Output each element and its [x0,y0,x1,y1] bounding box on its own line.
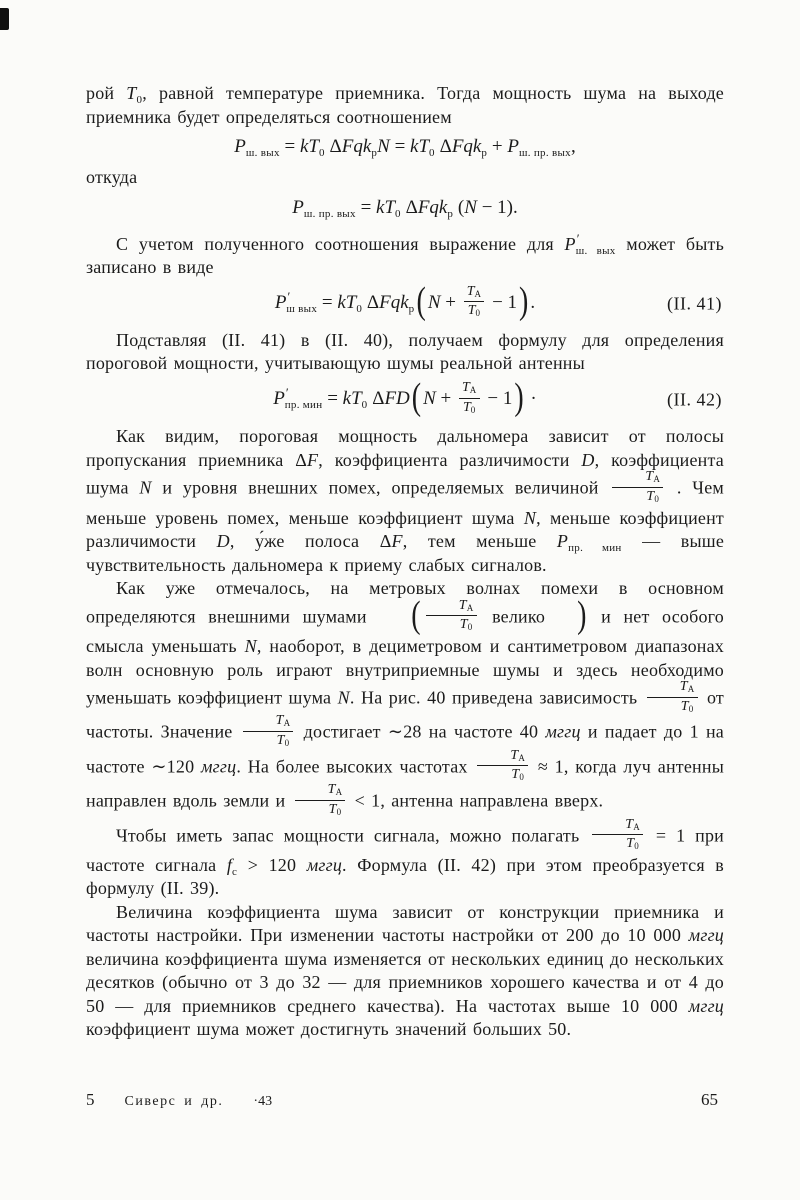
page-number: 65 [701,1090,718,1109]
subscript: 0 [688,703,694,714]
signature-note: ·43 [253,1094,273,1109]
italic-variable: T [275,713,284,729]
italic-variable: N [423,388,436,410]
prime-mark: ′ [287,289,291,305]
subscript: А [466,602,474,613]
scan-artifact [0,8,9,30]
subscript: 0 [654,493,660,504]
fraction-denominator [647,698,698,715]
italic-variable: T [679,679,688,694]
italic-variable: F [391,531,403,552]
fraction-denominator [243,732,294,749]
subscript: 0 [634,841,640,852]
italic-variable: kT [410,136,430,157]
subscript: 0 [395,207,401,220]
equation-number: (II. 41) [667,293,722,314]
italic-variable: N [139,477,152,498]
italic-variable: D [216,531,230,552]
subscript: 0 [519,772,525,783]
italic-variable: N [337,687,350,708]
subscript: А [653,474,661,485]
italic-variable: T [126,83,137,103]
paragraph: Подставляя (II. 41) в (II. 40), получаем формулу для определения пороговой мощности, учитывающую шумы реальной антенны [86,329,724,374]
page-content [86,82,724,1042]
italic-variable: Fqk [451,136,482,157]
subscript: ш. пр. вых [519,147,571,159]
italic-variable: T [466,283,475,299]
paragraph: рой $T_0$, равной температуре приемника. Тогда мощность шума на выходе приемника будет определяться соотношением [86,83,724,127]
italic-variable: N [464,196,477,218]
italic-variable: kT [376,196,396,218]
subscript: ш. вых [245,147,280,159]
italic-variable: D [581,449,595,470]
paragraph: Как видим, пороговая мощность дальномера зависит от полосы пропускания приемника ΔF, коэффициента различимости D, коэффициента шума N и уровня внешних помех, определяемых величиной $\frac{T_А}{T_0}$ . Чем меньше уровень помех, меньше коэффициент шума N, меньше коэффициент различимости D, у́же полоса ΔF, тем меньше $P_{пр. мин}$ — выше чувствительность дальномера к приему слабых сигналов. [86,426,725,575]
italic-variable: P [292,196,304,218]
equation [86,136,724,158]
page-footer [86,1090,718,1110]
italic-variable: T [328,801,337,817]
italic-variable: kT [337,292,357,314]
italic-variable: f [226,854,233,875]
italic-variable: Fqk [417,196,448,218]
fraction [464,285,485,319]
fraction-numerator [477,749,528,767]
prime-mark: ′ [576,230,580,246]
italic-variable: T [646,488,655,504]
fraction-numerator [612,470,663,488]
subscript: А [518,752,526,763]
fraction-numerator [592,818,643,836]
paragraph: Как уже отмечалось, на метровых волнах помехи в основном определяются внешними шумами ( $\frac{T_А}{T_0}$ велико ) и нет особого смысла уменьшать N, наоборот, в дециметровом и сантиметровом диапазонах волн основную роль играют внутриприемные шумы и здесь необходимо уменьшать коэффициент шума N. На рис. 40 приведена зависимость $\frac{T_А}{T_0}$ от частоты. Значение $\frac{T_А}{T_0}$ достигает ∼28 на частоте 40 мггц и падает до 1 на частоте ∼120 мггц. На более высоких частотах $\frac{T_А}{T_0}$ ≈ 1, когда луч антенны направлен вдоль земли и $\frac{T_А}{T_0}$ < 1, антенна направлена вверх. [86,578,725,817]
fraction-denominator [426,616,477,633]
italic-variable: T [511,767,520,783]
italic-variable: мггц [688,995,724,1016]
subscript: 0 [470,404,476,415]
fraction-numerator [243,714,294,732]
italic-variable: F [307,449,319,470]
italic-variable: T [645,469,654,485]
fraction [426,599,477,633]
signature-text: Сиверс и др. [124,1094,224,1109]
subscript: р [371,147,378,159]
subscript: 0 [336,806,342,817]
signature-number: 5 [86,1090,95,1109]
prime-mark: ′ [285,385,289,401]
italic-variable: P [507,136,519,157]
subscript: ш. вых [575,244,616,257]
italic-variable: T [458,597,467,613]
subscript: пр. мин [284,399,323,412]
equation [86,376,724,419]
italic-variable: kT [342,388,362,410]
subscript: А [335,787,343,798]
subscript: 0 [429,147,435,159]
italic-variable: T [625,816,634,832]
subscript: 0 [318,147,325,159]
fraction [647,680,698,714]
subscript: 0 [136,94,143,106]
italic-variable: T [463,399,471,415]
italic-variable: мггц [200,756,237,777]
paragraph: Чтобы иметь запас мощности сигнала, можно полагать $\frac{T_А}{T_0}$ = 1 при частоте сигнала $f_с > 120$ мггц. Формула (II. 42) при этом преобразуется в формулу (II. 39). [86,816,724,899]
italic-variable: T [680,698,689,714]
italic-variable: P [273,388,285,410]
fraction-numerator [647,680,698,698]
subscript: р [447,207,454,220]
equation-body: $P_{ш. пр. вых} = kT_0$ ΔFqk$_р$ (N − 1). [292,196,518,220]
italic-variable: N [377,136,390,157]
subscript: 0 [475,308,481,319]
fraction-denominator [464,302,485,319]
fraction-numerator [464,285,485,303]
equation-body: $P'_{ш вых} = kT_0$ ΔFqk$_р$( N + $\frac{T_А}{T_0}$ − 1) . [274,280,536,323]
subscript: 0 [284,738,290,749]
italic-variable: T [327,782,336,798]
fraction-denominator [295,801,346,818]
fraction-denominator [477,766,528,783]
equation [86,197,724,219]
fraction [592,818,643,852]
italic-variable: T [510,747,519,763]
italic-variable: Fqk [341,136,372,157]
italic-variable: T [462,379,470,395]
equation-body: $P_{ш. вых} = kT_0$ $\Delta Fqk_рN = kT_0$ $\Delta Fqk_р + P_{ш. пр. вых}$, [234,136,576,159]
fraction [477,749,528,783]
subscript: р [408,303,415,316]
equation-body: $P'_{пр. мин} = kT_0$ ΔFD( N + $\frac{T_А}{T_0}$ − 1) · [273,376,537,419]
italic-variable: P [564,233,576,254]
italic-variable: P [274,292,287,314]
equation-number: (II. 42) [667,389,722,410]
fraction [295,783,346,817]
italic-variable: T [459,617,468,633]
paragraph: С учетом полученного соотношения выражение для $P'_{ш. вых}$ может быть записано в виде [86,230,724,277]
fraction [459,381,480,415]
italic-variable: N [244,636,257,656]
italic-variable: N [427,292,441,314]
subscript: р [481,147,488,159]
fraction [612,470,663,504]
italic-variable: Fqk [379,292,409,314]
italic-variable: N [523,507,537,528]
fraction-numerator [295,783,346,801]
subscript: 0 [356,303,363,316]
italic-variable: FD [384,388,410,410]
fraction-denominator [592,835,643,852]
italic-variable: мггц [545,721,581,742]
italic-variable: P [234,136,246,157]
subscript: пр. мин [568,542,622,555]
subscript: А [687,684,695,694]
subscript: 0 [361,399,368,412]
paragraph: откуда [86,167,138,187]
italic-variable: T [626,836,635,852]
subscript: 0 [467,622,473,633]
subscript: ш вых [286,303,318,316]
fraction-numerator [426,599,477,617]
fraction [243,714,294,748]
subscript: А [633,821,641,832]
fraction-numerator [459,381,480,399]
italic-variable: мггц [688,925,724,946]
subscript: с [232,865,238,878]
fraction-denominator [612,488,663,505]
fraction-denominator [459,399,480,416]
subscript: ш. пр. вых [303,207,356,220]
subscript: А [469,384,477,395]
italic-variable: мггц [306,854,343,875]
italic-variable: kT [299,136,319,157]
subscript: А [283,718,291,729]
italic-variable: T [467,303,476,319]
subscript: А [474,288,482,299]
paragraph: Величина коэффициента шума зависит от конструкции приемника и частоты настройки. При изменении частоты настройки от 200 до 10 000 мггц величина коэффициента шума изменяется от нескольких единиц до нескольких десятков (обычно от 3 до 32 — для приемников хорошего качества и от 4 до 50 — для приемников среднего качества). На частотах выше 10 000 мггц коэффициент шума может достигнуть значений больших 50. [86,901,724,1040]
italic-variable: T [276,733,285,749]
equation [86,280,724,323]
italic-variable: P [556,531,569,552]
